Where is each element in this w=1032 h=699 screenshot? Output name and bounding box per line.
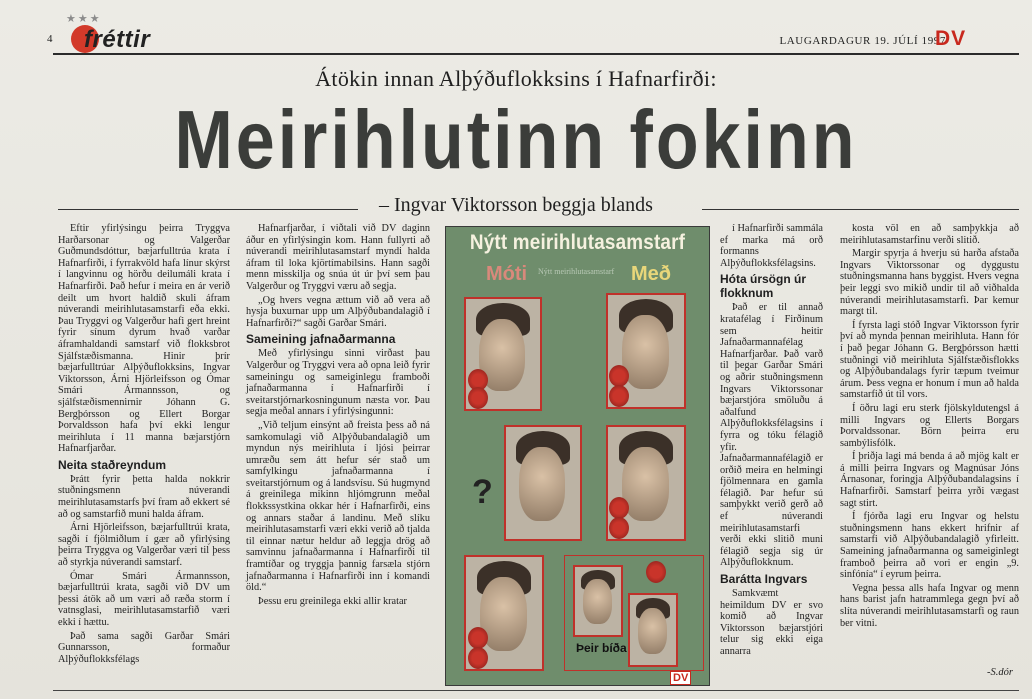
subhead: – Ingvar Viktorsson beggja blands — [379, 194, 653, 216]
section-name: fréttir — [84, 26, 151, 53]
paragraph: Í fjórða lagi eru Ingvar og helstu stuðningsmenn hans ekkert hrifnir af samstarfi við Alþýðubandalagið yfirleitt. Sameining jafnaðarmanna og sameiginlegt framboð þeirra að vori er engin „9. sinfónía“ í eyrum þeirra. — [840, 511, 1019, 581]
rose-icon — [609, 497, 629, 519]
rose-icon — [468, 387, 488, 409]
label-for: Með — [631, 263, 671, 285]
paragraph: Með yfirlýsingu sinni virðast þau Valgerður og Tryggvi vera að opna leið fyrir sameiningu og sameiginlegu framboði jafnaðarmanna í Hafnarfirði í sveitarstjórnarkosningunum næsta vor. Þau segja meðal annars í yfirlýsingunni: — [246, 348, 430, 418]
section-heading: Barátta Ingvars — [720, 572, 808, 587]
rose-icon — [609, 365, 629, 387]
rose-icon — [609, 517, 629, 539]
footer-rule — [53, 690, 1019, 691]
byline: -S.dór — [987, 667, 1013, 678]
question-mark: ? — [472, 473, 493, 511]
rose-icon — [609, 385, 629, 407]
paragraph: Það sama sagði Garðar Smári Gunnarsson, formaður Alþýðuflokksfélags — [58, 630, 230, 665]
paper-logo: DV — [935, 27, 967, 50]
coalition-graphic — [445, 226, 710, 686]
section-heading: Neita staðreyndum — [58, 457, 167, 472]
page-number: 4 — [47, 33, 53, 45]
subhead-rule-right — [702, 209, 1019, 210]
rose-icon — [468, 647, 488, 669]
kicker: Átökin innan Alþýðuflokksins í Hafnarfirði: — [315, 66, 717, 91]
paragraph: Þrátt fyrir þetta halda nokkrir stuðningsmenn núverandi meirihlutasamstarfs því fram að ekkert sé að og samstarfið muni halda áfram. — [58, 473, 230, 520]
paragraph: Þessu eru greinilega ekki allir kratar — [258, 595, 407, 607]
paragraph: Í öðru lagi eru sterk fjölskyldutengsl á milli Ingvars og Ellerts Borgars Þorvaldssonar. Börn þeirra eru sambýlisfólk. — [840, 402, 1019, 449]
paragraph: Í þriðja lagi má benda á að mjög kalt er á milli þeirra Ingvars og Magnúsar Jóns Árnasonar, foringja Alþýðubandalagsins í Hafnarfirði. Samstarf þeirra yrði vægast sagt stirt. — [840, 451, 1019, 509]
header-rule — [53, 53, 1019, 55]
graphic-watermark: Nýtt meirihlutasamstarf — [538, 267, 615, 276]
graphic-title: Nýtt meirihlutasamstarf — [469, 231, 686, 254]
graphic-dv-logo: DV — [670, 671, 691, 685]
paragraph: kosta völ en að samþykkja að meirihlutasamstarfinu verði slitið. — [840, 223, 1019, 246]
stars-icon: ★★★ — [66, 13, 102, 25]
column-3 — [720, 223, 823, 660]
headline: Meirihlutinn fokinn — [174, 93, 858, 186]
paragraph: Í fyrsta lagi stóð Ingvar Viktorsson fyrir því að mynda þennan meirihluta. Hann fór í það þegar Jóhann G. Bergþórsson hætti stuðningi við meirihluta Sjálfstæðisflokks og Alþýðubandalags fyrir tæpum tveimur árum. Þess vegna er honum í mun að halda samstarfið út til vors. — [840, 319, 1019, 401]
paragraph: Árni Hjörleifsson, bæjarfulltrúi krata, sagði í fjölmiðlum í gær að yfirlýsing þeirra Tryggva og Valgerðar væri til þess að styrkja núverandi samstarf. — [58, 522, 230, 569]
section-heading: Sameining jafnaðarmanna — [246, 332, 396, 347]
paragraph: „Og hvers vegna ættum við að vera að hysja buxurnar upp um Alþýðubandalagið í Hafnarfirði?“ sagði Garðar Smári. — [246, 294, 430, 329]
paragraph: „Við teljum einsýnt að freista þess að ná samkomulagi við Alþýðubandalagið um myndun nýs meirihluta í ljósi þeirrar umræðu sem átt hefur sér stað um samfylkingu jafnaðarmanna í sveitarstjórnum og á landsvísu. Sú hugmynd á greinilega mikinn hljómgrunn meðal flokkssystkina okkar hér í Hafnarfirði, eins og annars staðar á landinu. Með slíku meirihlutasamstarfi væri ekki verið að tjalda til einnar nætur heldur að leggja drög að samvinnu jafnaðarmanna í Hafnarfirði til framtíðar og tryggja þannig farsæla stjórn jafnaðarmanna í Hafnarfirði inn í komandi öld.“ — [246, 419, 430, 594]
portrait-photo — [504, 425, 582, 541]
label-against: Móti — [486, 263, 528, 285]
section-logo — [66, 12, 166, 56]
dateline: LAUGARDAGUR 19. JÚLÍ 1997 — [779, 35, 946, 47]
paragraph: Hafnarfjarðar, í viðtali við DV daginn áður en yfirlýsingin kom. Hann fullyrti að núverandi meirihlutasamstarf myndi halda áfram til loka kjörtímabilsins. Hann sagði menn misskilja og snúa út úr því sem þau Valgerður og Tryggvi væru að segja. — [246, 223, 430, 292]
paragraph: Margir spyrja á hverju sú harða afstaða Ingvars Viktorssonar og dyggustu stuðningsmanna hans byggist. Hvers vegna þeir leggi svo mikið undir til að viðhalda núverandi meirihlutasamstarfi. Þar kemur margt til. — [840, 248, 1019, 318]
section-heading: Hóta úrsögn úr flokknum — [720, 272, 806, 301]
paragraph: Vegna þessa alls hafa Ingvar og menn hans barist jafn hatrammlega gegn því að slíta núverandi meirihlutasamstarfi og raun ber vitni. — [840, 582, 1019, 629]
column-2 — [246, 223, 430, 609]
paragraph: Eftir yfirlýsingu þeirra Tryggva Harðarsonar og Valgerðar Guðmundsdóttur, bæjarfulltrúa krata í Hafnarfirði, í fyrrakvöld hafa línur skýrst í langvinnu og hörðu deilumáli krata í Hafnarfirði. Það hefur í meira en ár verið deilt um hvort haldið skuli áfram núverandi meirihlutasamstarfi eða ekki. Þau Tryggvi og Valgerður hafi gert hreint fyrir sínum dyrum hvað varðar áframhaldandi samstarf við flokksbrot Sjálfstæðismanna. Hinir þrír bæjarfulltrúar Alþýðuflokksins, Ingvar Viktorsson, Árni Hjörleifsson og Ómar Smári Ármannsson, og sjálfstæðismennirnir Jóhann G. Bergþórsson og Ellert Borgar Þorvaldsson hafa því ekki lengur meirihluta í 11 manna bæjarstjórn Hafnarfjarðar. — [58, 223, 230, 455]
rose-icon — [646, 561, 666, 583]
paragraph: í Hafnarfirði sammála ef marka má orð formanns Alþýðuflokksfélagsins. — [720, 223, 823, 269]
graphic-caption: Þeir bíða — [576, 641, 627, 655]
rose-icon — [468, 627, 488, 649]
portrait-photo — [628, 593, 678, 667]
paragraph: Það er til annað kratafélag í Firðinum sem heitir Jafnaðarmannafélag Hafnarfjarðar. Það varð til þegar Garðar Smári og aðrir stuðningsmenn Ingvars Viktorssonar bæjarstjóra smöluðu á aðalfund Alþýðuflokksfélagsins í fyrra og tóku félagið yfir. Jafnaðarmannafélagið er orðið meira en helmingi fjölmennara en gamla félagið. Þar hefur sú samþykkt verið gerð að ef núverandi meirihlutasamstarfi verði ekki slitið muni félagið segja sig úr Alþýðuflokknum. — [720, 302, 823, 569]
column-4 — [840, 223, 1019, 631]
paragraph: Samkvæmt heimildum DV er svo komið að Ingvar Viktorsson bæjarstjóri telur sig ekki eiga annarra — [720, 588, 823, 657]
paragraph: Ómar Smári Ármannsson, bæjarfulltrúi krata, sagði við DV um þessi átök að um væri að ræða storm í vatnsglasi, meirihlutasamstarfið væri ekki í hættu. — [58, 570, 230, 628]
portrait-photo — [573, 565, 623, 637]
column-1 — [58, 223, 230, 667]
